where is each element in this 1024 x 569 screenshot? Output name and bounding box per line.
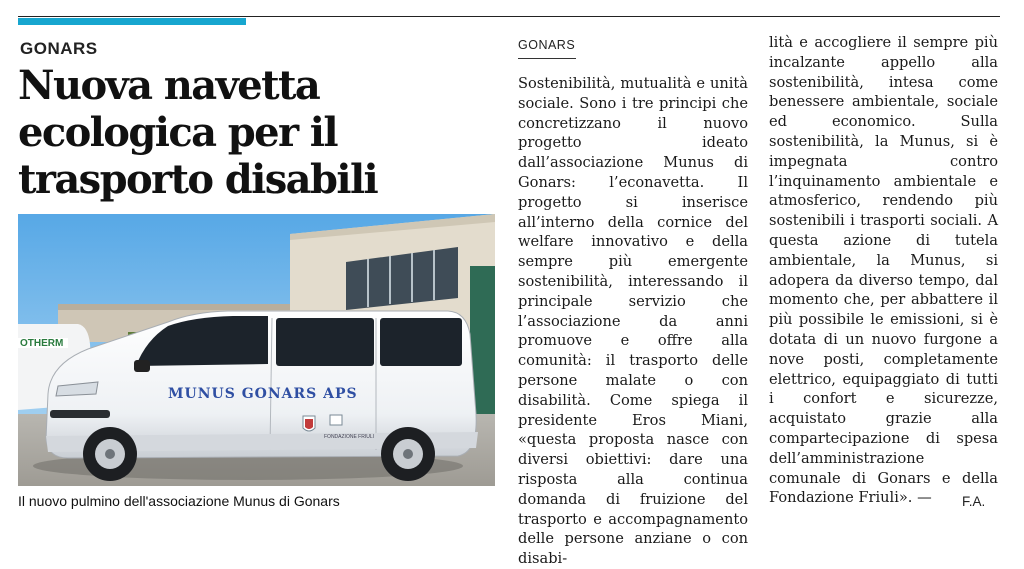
top-rule <box>18 16 1000 17</box>
author-signature: F.A. <box>962 494 986 509</box>
crest-icon <box>303 416 315 431</box>
body-column-2: lità e accogliere il sempre più incalzante appello alla sostenibilità, intesa come benessere ambientale, sociale ed economico. Sulla sostenibilità, la Munus, si è impegnata contro l’inquinamento ambientale e atmosferico, rendendo più sostenibili i trasporti sociali. A questa azione di tutela ambientale, la Munus, si adopera da diverso tempo, dal momento che, per abbattere il più possibile le emissioni, si è dotata di un nuovo furgone a nove posti, completamente elettrico, equipaggiato di tutti i confort e sicurezze, acquistato grazie alla compartecipazione di spesa dell’amministrazione comunale di Gonars e della Fondazione Friuli». — <box>769 34 998 507</box>
article-photo <box>18 214 495 486</box>
headline: Nuova navetta ecologica per il trasporto disabili <box>18 62 378 203</box>
section-kicker: GONARS <box>20 39 98 58</box>
body-column-1: Sostenibilità, mutualità e unità sociale. Sono i tre principi che concretizzano il nuovo progetto ideato dall’associazione Munus di Gonars: l’econavetta. Il progetto si inserisce all’interno della cornice del welfare innovativo e della sempre più emergente sostenibilità, interessando il principale servizio che l’associazione da anni promuove e offre alla comunità: il trasporto delle persone malate o con disabilità. Come spiega il presidente Eros Miani, «questa proposta nasce con diversi obiettivi: dare una risposta alla continua domanda di fruizione del trasporto e accompagnamento delle persone anziane o con disabi- <box>518 75 748 568</box>
van-decal: MUNUS GONARS APS <box>168 386 358 402</box>
photo-caption: Il nuovo pulmino dell'associazione Munus di Gonars <box>18 493 340 509</box>
background-sign: OTHERM <box>20 338 64 349</box>
column-kicker-rule <box>518 58 576 59</box>
column-kicker: GONARS <box>518 38 576 52</box>
accent-bar <box>18 18 246 25</box>
sponsor-label: FONDAZIONE FRIULI <box>324 434 375 440</box>
